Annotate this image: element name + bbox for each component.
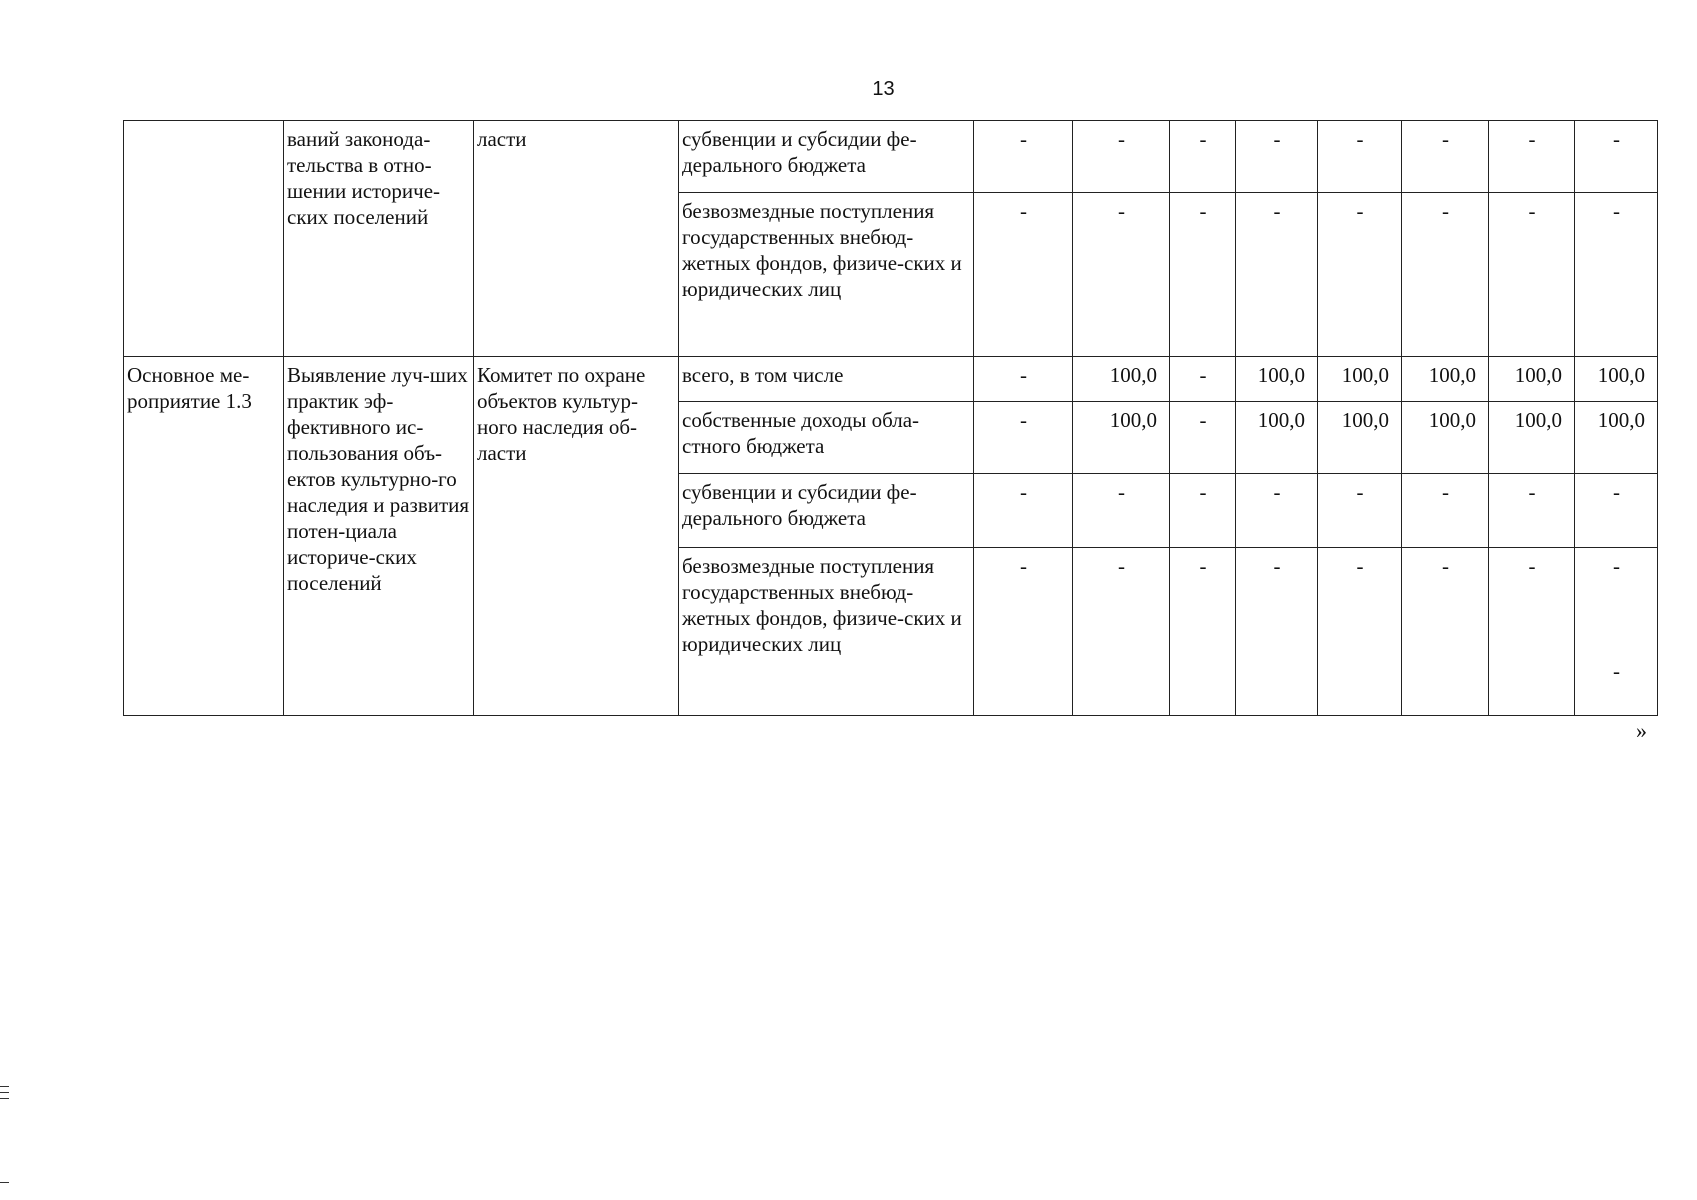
value-cell <box>1575 548 1658 716</box>
value-text: - <box>1199 554 1207 578</box>
label-cell: Основное ме-роприятие 1.3 <box>124 357 284 716</box>
table-row <box>124 121 1658 193</box>
value-text: - <box>1020 554 1027 578</box>
value-cell <box>1489 548 1575 716</box>
value-cell: - <box>1402 121 1489 193</box>
value-text: - <box>1118 480 1125 504</box>
value-text: - <box>1356 554 1364 578</box>
value-cell <box>1489 402 1575 474</box>
value-cell: - <box>974 193 1073 357</box>
budget-table <box>123 120 1658 716</box>
value-text: 100,0 <box>1597 363 1645 387</box>
value-cell: - <box>1318 121 1402 193</box>
value-cell <box>1575 474 1658 548</box>
value-text: - <box>1356 480 1364 504</box>
value-text: 100,0 <box>1514 363 1562 387</box>
source-cell: безвозмездные поступления государственных внебюд-жетных фондов, физиче-ских и юридических лиц <box>679 193 974 357</box>
value-text: - <box>1613 480 1620 504</box>
source-cell: всего, в том числе <box>679 357 974 402</box>
source-cell: субвенции и субсидии фе-дерального бюджета <box>679 474 974 548</box>
value-text: - <box>1273 480 1281 504</box>
value-cell: - <box>1073 121 1170 193</box>
value-cell <box>1236 474 1318 548</box>
value-text: - <box>1199 480 1207 504</box>
value-text: 100,0 <box>1257 363 1305 387</box>
value-text: 100,0 <box>1109 408 1157 432</box>
value-cell: - <box>1489 193 1575 357</box>
value-cell: - <box>974 121 1073 193</box>
value-cell: - <box>1073 193 1170 357</box>
value-cell <box>1575 357 1658 402</box>
value-cell <box>1073 402 1170 474</box>
event-cell: Выявление луч-ших практик эф-фективного ис-пользования объ-ектов культурно-го наследия и развития потен-циала историче-ских поселений <box>284 357 474 716</box>
source-cell: безвозмездные поступления государственных внебюд-жетных фондов, физиче-ских и юридических лиц <box>679 548 974 716</box>
label-cell-empty <box>124 121 284 357</box>
value-cell: - <box>1170 121 1236 193</box>
value-text: - <box>1528 554 1536 578</box>
value-cell <box>1170 357 1236 402</box>
value-cell <box>1402 548 1489 716</box>
value-cell <box>974 357 1073 402</box>
table-row <box>124 357 1658 402</box>
value-text: 100,0 <box>1341 408 1389 432</box>
margin-mark <box>0 1098 9 1099</box>
value-text: - <box>1199 408 1207 432</box>
value-cell: - <box>1236 193 1318 357</box>
value-cell <box>1236 357 1318 402</box>
value-text: - <box>1442 554 1449 578</box>
source-cell: субвенции и субсидии фе-дерального бюджета <box>679 121 974 193</box>
value-cell <box>1318 548 1402 716</box>
budget-table-body <box>124 121 1658 716</box>
value-text: 100,0 <box>1514 408 1562 432</box>
value-cell: - <box>1318 193 1402 357</box>
value-text: 100,0 <box>1428 363 1476 387</box>
extra-dash-mark: - <box>1613 659 1620 683</box>
value-cell: - <box>1236 121 1318 193</box>
executor-cell: ласти <box>474 121 679 357</box>
value-cell <box>1170 548 1236 716</box>
value-cell <box>1318 474 1402 548</box>
value-cell <box>974 474 1073 548</box>
value-text: - <box>1613 554 1620 578</box>
value-text: - <box>1442 480 1449 504</box>
closing-quote: » <box>1636 718 1647 743</box>
executor-cell: Комитет по охране объектов культур-ного наследия об-ласти <box>474 357 679 716</box>
value-cell <box>1236 548 1318 716</box>
value-text: 100,0 <box>1428 408 1476 432</box>
margin-mark <box>0 1086 9 1087</box>
value-cell <box>1236 402 1318 474</box>
event-cell: ваний законода-тельства в отно-шении историче-ских поселений <box>284 121 474 357</box>
margin-mark <box>0 1182 9 1183</box>
value-text: - <box>1528 480 1536 504</box>
value-cell <box>1170 474 1236 548</box>
value-text: 100,0 <box>1597 408 1645 432</box>
value-text: - <box>1020 408 1027 432</box>
value-cell <box>1073 474 1170 548</box>
value-text: 100,0 <box>1109 363 1157 387</box>
value-cell: - <box>1402 193 1489 357</box>
value-cell: - <box>1489 121 1575 193</box>
value-cell <box>1489 357 1575 402</box>
margin-mark <box>0 1092 9 1093</box>
value-cell: - <box>1170 193 1236 357</box>
value-text: - <box>1273 554 1281 578</box>
value-cell <box>974 402 1073 474</box>
value-cell <box>1489 474 1575 548</box>
value-cell <box>1073 357 1170 402</box>
value-cell <box>1073 548 1170 716</box>
source-cell: собственные доходы обла-стного бюджета <box>679 402 974 474</box>
value-cell: - <box>1575 121 1658 193</box>
value-text: - <box>1020 363 1027 387</box>
value-cell <box>974 548 1073 716</box>
value-text: - <box>1199 363 1207 387</box>
value-cell <box>1402 474 1489 548</box>
value-cell <box>1170 402 1236 474</box>
value-text: 100,0 <box>1257 408 1305 432</box>
page-number: 13 <box>872 78 895 100</box>
value-cell <box>1318 402 1402 474</box>
value-text: - <box>1020 480 1027 504</box>
value-cell <box>1402 357 1489 402</box>
value-cell: - <box>1575 193 1658 357</box>
value-cell <box>1575 402 1658 474</box>
value-text: 100,0 <box>1341 363 1389 387</box>
value-cell <box>1402 402 1489 474</box>
value-text: - <box>1118 554 1125 578</box>
value-cell <box>1318 357 1402 402</box>
